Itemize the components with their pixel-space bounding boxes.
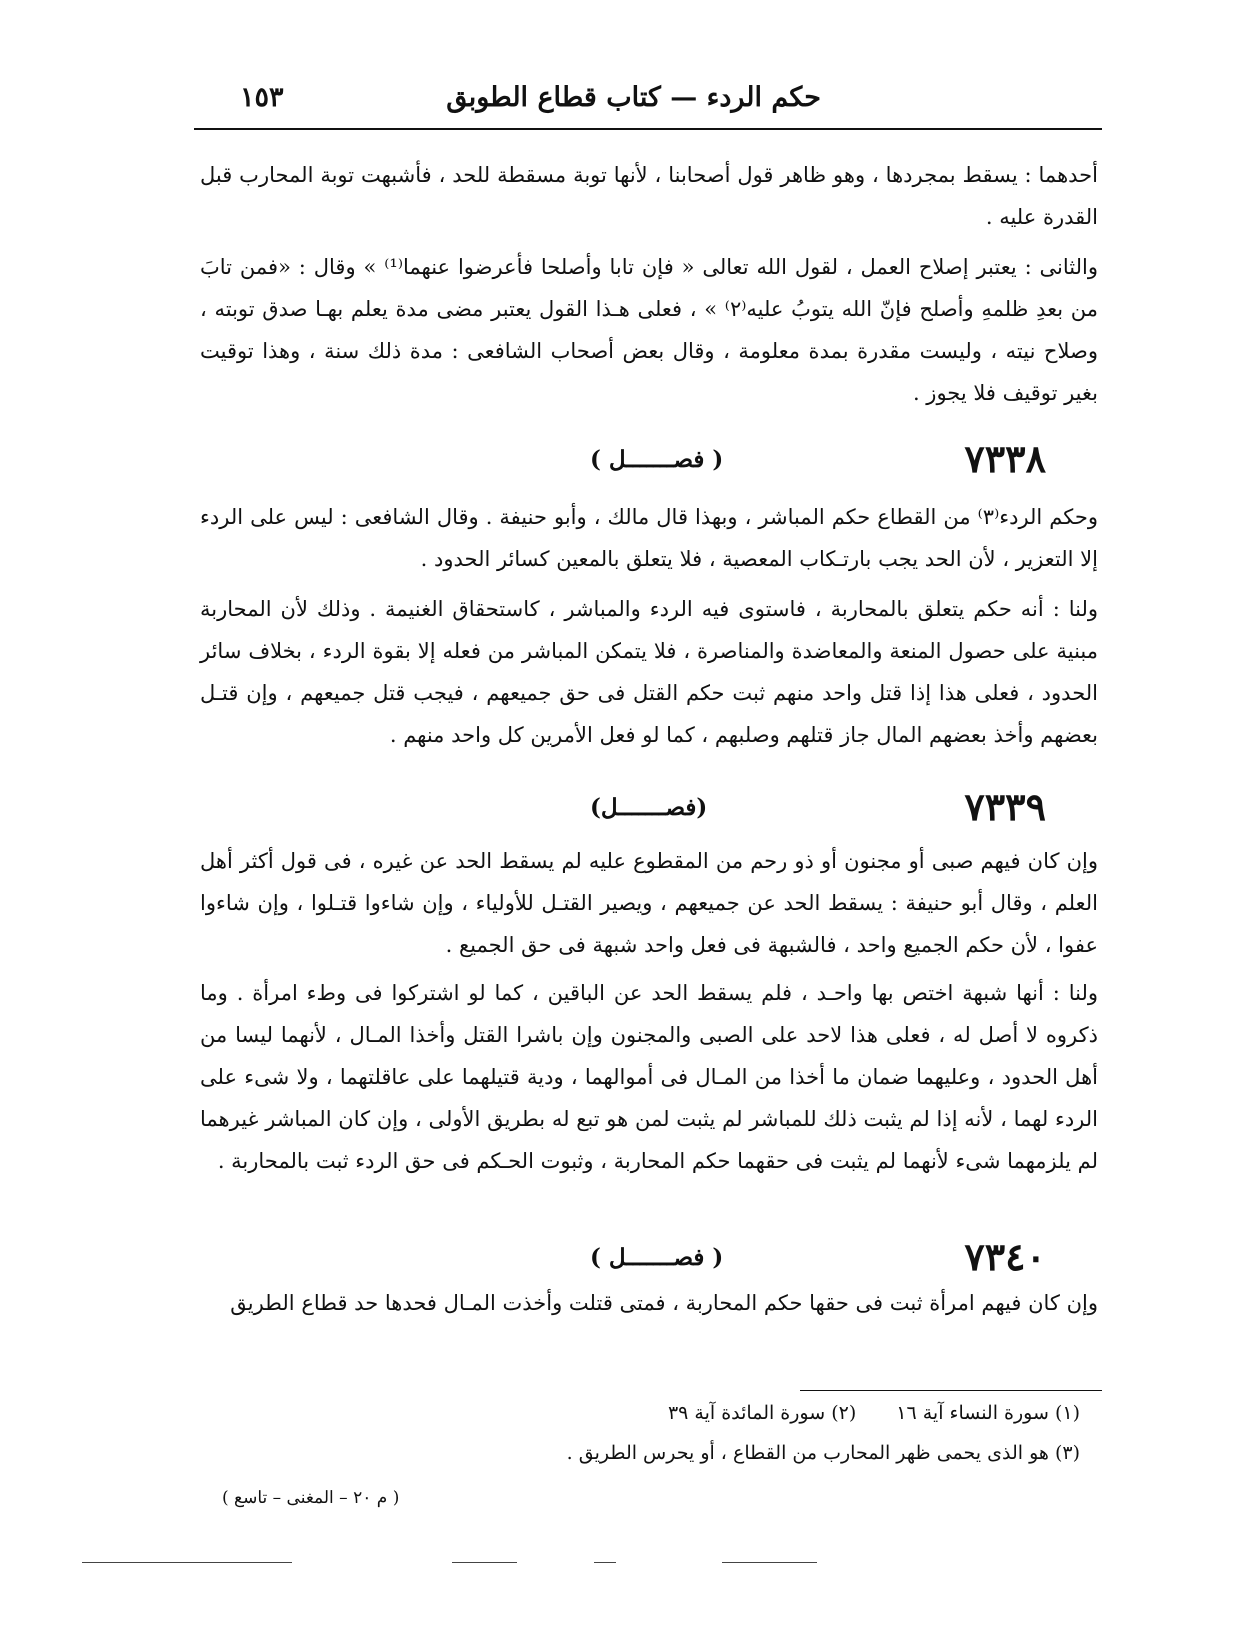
footnote-3: (٣) هو الذى يحمى ظهر المحارب من القطاع ، أو يحرس الطريق . xyxy=(566,1442,1080,1464)
paragraph: ولنا : أنها شبهة اختص بها واحـد ، فلم يسقط الحد عن الباقين ، كما لو اشتركوا فى وطء امرأة . وما ذكروه لا أصل له ، فعلى هذا لاحد على الصبى والمجنون وإن باشرا القتل وأخذا المـال ، لأنهما ليسا من أهل الحدود ، وعليهما ضمان ما أخذا من المـال فى أموالهما ، ودية قتيلهما على عاقلتهما ، ولا شىء على الردء لهما ، لأنه إذا لم يثبت ذلك للمباشر لم يثبت لمن هو تبع له بطريق الأولى ، وإن كان المباشر غيرهما لم يلزمهما شىء لأنهما لم يثبت فى حقهما حكم المحاربة ، وثبوت الحـكم فى حق الردء ثبت بالمحاربة . xyxy=(200,981,1098,1173)
section-number: ٧٣٤٠ xyxy=(964,1234,1046,1279)
paragraph: أحدهما : يسقط بمجردها ، وهو ظاهر قول أصحابنا ، لأنها توبة مسقطة للحد ، فأشبهت توبة المحارب قبل القدرة عليه . xyxy=(200,163,1098,229)
scan-artifact-line xyxy=(722,1562,817,1563)
scan-artifact-line xyxy=(594,1562,616,1563)
intro-text xyxy=(200,154,1098,414)
paragraph: وإن كان فيهم صبى أو مجنون أو ذو رحم من المقطوع عليه لم يسقط الحد عن غيره ، فى قول أكثر أهل العلم ، وقال أبو حنيفة : يسقط الحد عن جميعهم ، ويصير القتـل للأولياء ، وإن شاءوا قتـلوا ، وإن شاءوا عفوا ، لأن حكم الجميع واحد ، فالشبهة فى فعل واحد شبهة فى حق الجميع . xyxy=(200,849,1098,957)
section-label: (فصـــــــل) xyxy=(590,794,708,821)
header-rule xyxy=(194,128,1102,130)
header-title: حكم الردء — كتاب قطاع الطوبق xyxy=(446,82,821,113)
section-heading-7338 xyxy=(200,436,1098,492)
section-body-7339 xyxy=(200,840,1098,1182)
footnote-1: (١) سورة النساء آية ١٦ xyxy=(896,1402,1080,1424)
footnotes xyxy=(200,1398,1080,1468)
paragraph: والثانى : يعتبر إصلاح العمل ، لقول الله تعالى « فإن تابا وأصلحا فأعرضوا عنهما⁽¹⁾ » وقال : «فمن تابَ من بعدِ ظلمهِ وأصلح فإنّ الله يتوبُ عليه⁽٢⁾ » ، فعلى هـذا القول يعتبر مضى مدة يعلم بهـا صدق توبته ، وصلاح نيته ، وليست مقدرة بمدة معلومة ، وقال بعض أصحاب الشافعى : مدة ذلك سنة ، وهذا توقيت بغير توقيف فلا يجوز . xyxy=(200,255,1098,405)
scan-artifact-line xyxy=(452,1562,517,1563)
section-label: ( فصـــــــل ) xyxy=(590,446,724,473)
scan-artifact-line xyxy=(82,1562,292,1563)
page-number: ١٥٣ xyxy=(240,82,284,113)
footnote-rule xyxy=(800,1390,1102,1391)
section-number: ٧٣٣٨ xyxy=(964,436,1046,481)
section-label: ( فصـــــــل ) xyxy=(590,1244,724,1271)
section-body-7338 xyxy=(200,496,1098,756)
paragraph: وحكم الردء⁽٣⁾ من القطاع حكم المباشر ، وبهذا قال مالك ، وأبو حنيفة . وقال الشافعى : ليس على الردء إلا التعزير ، لأن الحد يجب بارتـكاب المعصية ، فلا يتعلق بالمعين كسائر الحدود . xyxy=(200,505,1098,571)
printer-signature: ( م ٢٠ – المغنى – تاسع ) xyxy=(222,1488,400,1508)
footnote-row xyxy=(200,1398,1080,1428)
paragraph: ولنا : أنه حكم يتعلق بالمحاربة ، فاستوى فيه الردء والمباشر ، كاستحقاق الغنيمة . وذلك لأن المحاربة مبنية على حصول المنعة والمعاضدة والمناصرة ، فلا يتمكن المباشر من فعله إلا بقوة الردء ، بخلاف سائر الحدود ، فعلى هذا إذا قتل واحد منهم ثبت حكم القتل فى حق جميعهم ، فيجب قتل جميعهم ، وإن قتـل بعضهم وأخذ بعضهم المال جاز قتلهم وصلبهم ، كما لو فعل الأمرين كل واحد منهم . xyxy=(200,597,1098,747)
footnote-2: (٢) سورة المائدة آية ٣٩ xyxy=(667,1402,857,1424)
section-heading-7339 xyxy=(200,784,1098,840)
section-body-7340 xyxy=(200,1282,1098,1324)
paragraph: وإن كان فيهم امرأة ثبت فى حقها حكم المحاربة ، فمتى قتلت وأخذت المـال فحدها حد قطاع الطريق xyxy=(230,1291,1098,1315)
running-header xyxy=(195,76,1101,124)
section-number: ٧٣٣٩ xyxy=(964,784,1046,829)
